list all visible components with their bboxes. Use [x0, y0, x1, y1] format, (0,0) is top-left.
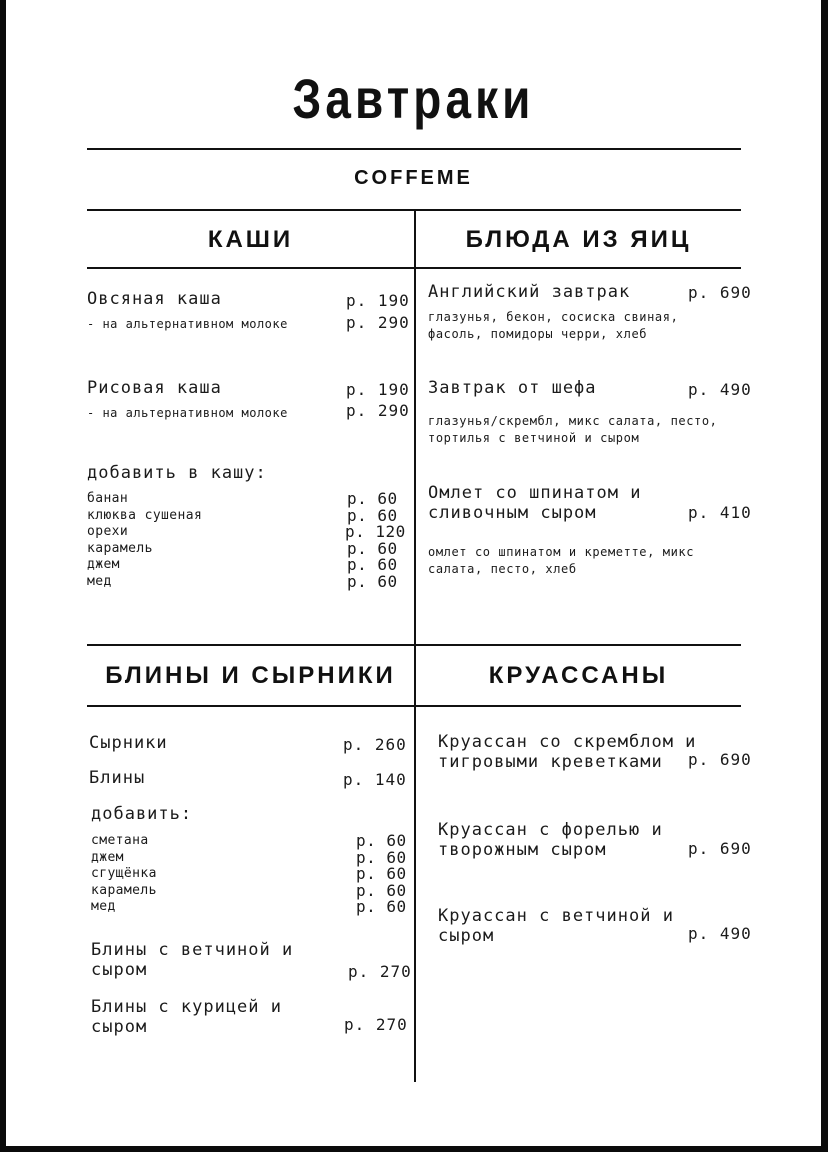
item-price: р. 270	[344, 1015, 408, 1034]
addons-title: добавить:	[91, 804, 193, 824]
item-description: глазунья, бекон, сосиска свиная, фасоль, помидоры черри, хлеб	[428, 310, 679, 341]
item-price: р. 690	[688, 839, 752, 858]
divider-section-top	[87, 267, 741, 269]
item-price: р. 270	[348, 962, 412, 981]
item-name: Круассан с ветчиной и сыром	[438, 906, 674, 946]
addons-prices	[356, 833, 407, 916]
item-name: Сырники	[89, 733, 168, 753]
item-name: Омлет со шпинатом и сливочным сыром	[428, 483, 642, 523]
addon-price: р. 60	[347, 571, 398, 591]
item-name: Завтрак от шефа	[428, 378, 597, 398]
item-name: Круассан со скремблом и тигровыми креветками	[438, 732, 697, 772]
item-name: Блины с курицей и сыром	[91, 997, 282, 1037]
addon-name: джем	[91, 849, 124, 865]
page-title: Завтраки	[292, 67, 535, 130]
addons-list	[91, 833, 157, 916]
addon-name: сгущёнка	[91, 866, 157, 881]
addon-name: сметана	[91, 833, 149, 848]
addon-name: банан	[87, 491, 129, 506]
item-name: Круассан с форелью и творожным сыром	[438, 820, 663, 860]
section-title-eggs: БЛЮДА ИЗ ЯИЦ	[465, 226, 692, 253]
addon-price: р. 120	[345, 522, 406, 541]
item-option-price: р. 290	[346, 401, 410, 420]
item-price: р. 260	[343, 735, 407, 754]
addon-price: р. 60	[347, 555, 398, 574]
item-price: р. 410	[688, 503, 752, 522]
addon-price: р. 60	[356, 864, 407, 883]
item-price: р. 690	[688, 750, 752, 769]
addon-price: р. 60	[356, 847, 407, 867]
addons-title: добавить в кашу:	[87, 463, 267, 483]
addon-price: р. 60	[347, 489, 398, 508]
item-price: р. 190	[346, 380, 410, 399]
item-name: Блины с ветчиной и сыром	[91, 940, 294, 980]
addon-price: р. 60	[356, 880, 407, 900]
item-name: Овсяная каша	[87, 289, 222, 309]
section-title-kashi: КАШИ	[207, 226, 294, 253]
divider-section-mid-top	[87, 644, 741, 646]
addon-name: карамель	[87, 540, 153, 556]
item-name: Рисовая каша	[87, 378, 222, 398]
addon-name: мед	[91, 899, 116, 914]
addon-price: р. 60	[356, 897, 407, 916]
addon-price: р. 60	[347, 538, 398, 558]
item-option: - на альтернативном молоке	[87, 317, 288, 331]
addon-name: орехи	[87, 524, 129, 539]
item-price: р. 690	[688, 283, 752, 302]
section-title-croissants: КРУАССАНЫ	[488, 662, 669, 689]
item-price: р. 140	[343, 770, 407, 789]
section-title-blini: БЛИНЫ И СЫРНИКИ	[105, 662, 396, 689]
item-description: глазунья/скрембл, микс салата, песто, тортилья с ветчиной и сыром	[428, 414, 718, 445]
addon-price: р. 60	[356, 831, 407, 850]
addons-prices	[345, 491, 406, 590]
item-option-price: р. 290	[346, 313, 410, 332]
menu-page	[6, 0, 821, 1146]
addon-name: карамель	[91, 882, 157, 898]
addon-name: мед	[87, 573, 112, 589]
item-name: Блины	[89, 768, 146, 788]
item-price: р. 490	[688, 380, 752, 399]
addon-name: клюква сушеная	[87, 507, 203, 523]
item-name: Английский завтрак	[428, 282, 631, 302]
addon-name: джем	[87, 557, 120, 572]
addon-price: р. 60	[347, 505, 398, 525]
item-option: - на альтернативном молоке	[87, 406, 288, 420]
brand-name: COFFEME	[354, 167, 473, 189]
addons-list	[87, 491, 202, 590]
item-price: р. 490	[688, 924, 752, 943]
divider-section-mid-bottom	[87, 705, 741, 707]
divider-top	[87, 148, 741, 150]
item-price: р. 190	[346, 291, 410, 310]
item-description: омлет со шпинатом и креметте, микс салата, песто, хлеб	[428, 545, 695, 576]
